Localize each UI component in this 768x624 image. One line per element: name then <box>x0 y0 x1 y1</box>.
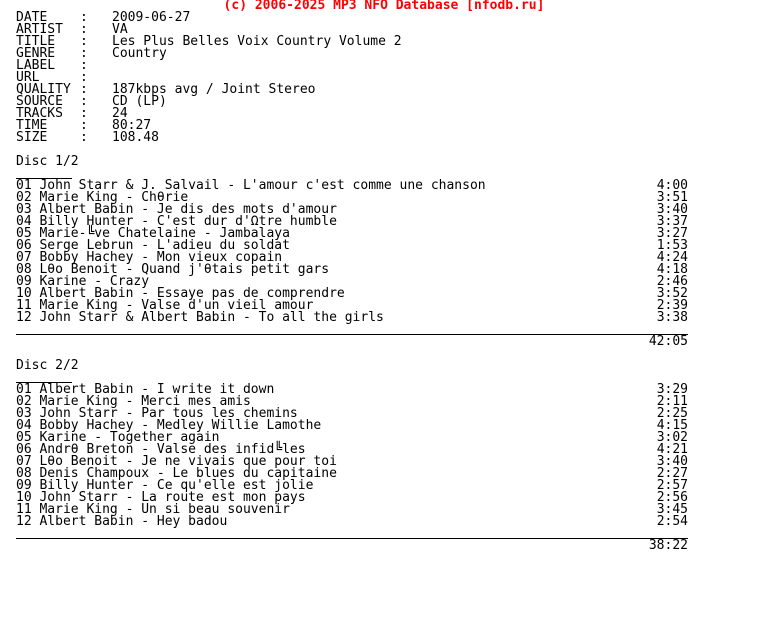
track-title: 06 Andrθ Breton - Valse des infid╚les <box>16 442 306 457</box>
meta-value: 2009-06-27 <box>112 10 191 25</box>
meta-row <box>16 132 688 144</box>
meta-colon: : <box>80 22 88 37</box>
meta-key: TITLE <box>16 34 56 49</box>
meta-value: CD (LP) <box>112 94 167 109</box>
track-row <box>16 516 688 528</box>
meta-value: 108.48 <box>112 130 159 145</box>
track-time: 2:54 <box>656 514 688 529</box>
track-time: 3:29 <box>656 382 688 397</box>
meta-key: QUALITY <box>16 82 71 97</box>
disc-title: Disc 2/2 <box>16 358 79 373</box>
meta-value: 80:27 <box>112 118 152 133</box>
meta-key: DATE <box>16 10 48 25</box>
disc-total: 42:05 <box>648 334 688 349</box>
track-time: 4:00 <box>656 178 688 193</box>
track-title: 02 Marie King - Merci mes amis <box>16 394 251 409</box>
track-title: 10 John Starr - La route est mon pays <box>16 490 306 505</box>
track-time: 4:15 <box>656 418 688 433</box>
disc-title-underline <box>16 168 688 180</box>
track-title: 07 Lθo Benoit - Je ne vivais que pour toi <box>16 454 337 469</box>
track-title: 04 Bobby Hachey - Medley Willie Lamothe <box>16 418 322 433</box>
meta-value: Les Plus Belles Voix Country Volume 2 <box>112 34 402 49</box>
track-time: 2:11 <box>656 394 688 409</box>
meta-key: ARTIST <box>16 22 63 37</box>
track-time: 1:53 <box>656 238 688 253</box>
meta-colon: : <box>80 10 88 25</box>
track-title: 04 Billy Hunter - C'est dur d'Ωtre humble <box>16 214 337 229</box>
track-title: 12 John Starr & Albert Babin - To all the girls <box>16 310 384 325</box>
disc-title-underline <box>16 372 688 384</box>
track-time: 2:39 <box>656 298 688 313</box>
track-title: 10 Albert Babin - Essaye pas de comprendre <box>16 286 345 301</box>
track-time: 3:51 <box>656 190 688 205</box>
track-title: 08 Lθo Benoit - Quand j'θtais petit gars <box>16 262 330 277</box>
track-time: 3:38 <box>656 310 688 325</box>
meta-row <box>16 60 688 72</box>
track-title: 03 John Starr - Par tous les chemins <box>16 406 298 421</box>
track-time: 3:40 <box>656 454 688 469</box>
meta-key: URL <box>16 70 40 85</box>
meta-key: TRACKS <box>16 106 63 121</box>
track-title: 05 Marie-╚ve Chatelaine - Jambalaya <box>16 226 290 241</box>
track-title: 11 Marie King - Valse d'un vieil amour <box>16 298 314 313</box>
track-time: 3:02 <box>656 430 688 445</box>
track-time: 4:24 <box>656 250 688 265</box>
track-time: 3:45 <box>656 502 688 517</box>
meta-colon: : <box>80 34 88 49</box>
meta-colon: : <box>80 118 88 133</box>
spacer <box>16 348 688 360</box>
track-title: 08 Denis Champoux - Le blues du capitaine <box>16 466 337 481</box>
track-title: 01 Albert Babin - I write it down <box>16 382 275 397</box>
track-time: 2:56 <box>656 490 688 505</box>
meta-key: GENRE <box>16 46 56 61</box>
track-title: 01 John Starr & J. Salvail - L'amour c'est comme une chanson <box>16 178 486 193</box>
disc-title: Disc 1/2 <box>16 154 79 169</box>
track-row <box>16 312 688 324</box>
track-time: 2:25 <box>656 406 688 421</box>
meta-colon: : <box>80 46 88 61</box>
spacer <box>16 144 688 156</box>
track-time: 4:21 <box>656 442 688 457</box>
meta-colon: : <box>80 106 88 121</box>
meta-key: LABEL <box>16 58 56 73</box>
track-time: 3:27 <box>656 226 688 241</box>
nfo-content <box>16 12 688 552</box>
track-title: 03 Albert Babin - Je dis des mots d'amour <box>16 202 337 217</box>
meta-key: SIZE <box>16 130 48 145</box>
track-title: 06 Serge Lebrun - L'adieu du soldat <box>16 238 290 253</box>
meta-colon: : <box>80 94 88 109</box>
track-title: 07 Bobby Hachey - Mon vieux copain <box>16 250 283 265</box>
meta-colon: : <box>80 130 88 145</box>
meta-colon: : <box>80 58 88 73</box>
track-title: 02 Marie King - Chθrie <box>16 190 189 205</box>
meta-key: TIME <box>16 118 48 133</box>
track-time: 2:27 <box>656 466 688 481</box>
track-time: 2:57 <box>656 478 688 493</box>
meta-colon: : <box>80 70 88 85</box>
track-title: 09 Karine - Crazy <box>16 274 150 289</box>
meta-colon: : <box>80 82 88 97</box>
track-title: 05 Karine - Together again <box>16 430 220 445</box>
meta-key: SOURCE <box>16 94 63 109</box>
meta-value: Country <box>112 46 167 61</box>
site-header: (c) 2006-2025 MP3 NFO Database [nfodb.ru] <box>223 0 545 13</box>
track-time: 3:37 <box>656 214 688 229</box>
disc-total: 38:22 <box>648 538 688 553</box>
track-title: 12 Albert Babin - Hey badou <box>16 514 228 529</box>
track-time: 2:46 <box>656 274 688 289</box>
track-title: 09 Billy Hunter - Ce qu'elle est jolie <box>16 478 314 493</box>
meta-row <box>16 48 688 60</box>
meta-value: VA <box>112 22 128 37</box>
disc-divider <box>16 528 688 540</box>
track-time: 3:52 <box>656 286 688 301</box>
meta-value: 24 <box>112 106 128 121</box>
disc-divider <box>16 324 688 336</box>
track-time: 4:18 <box>656 262 688 277</box>
meta-value: 187kbps avg / Joint Stereo <box>112 82 316 97</box>
track-time: 3:40 <box>656 202 688 217</box>
track-title: 11 Marie King - Un si beau souvenir <box>16 502 290 517</box>
